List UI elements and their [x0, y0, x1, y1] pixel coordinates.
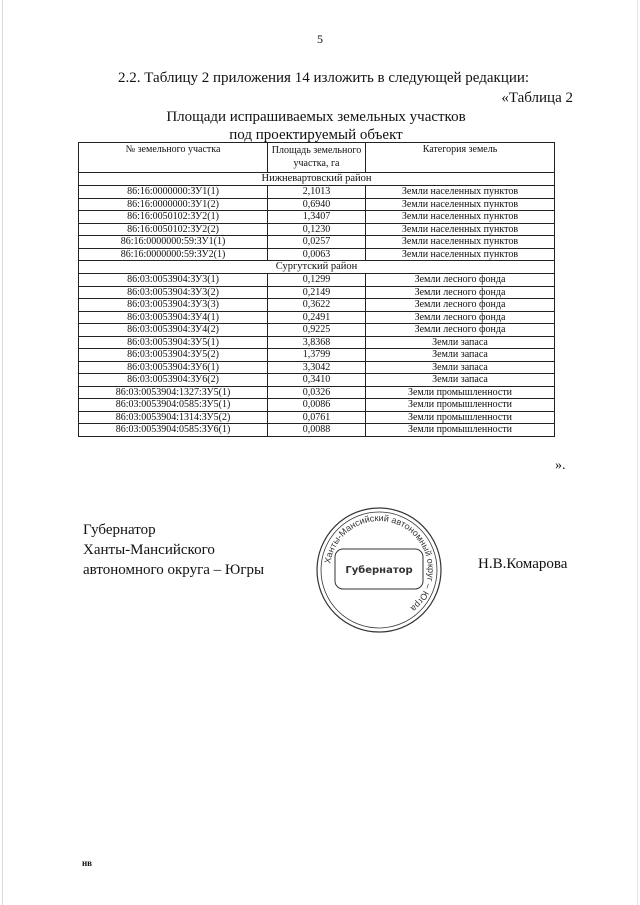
cell-area: 2,1013 — [268, 186, 366, 199]
cell-category: Земли лесного фонда — [366, 311, 555, 324]
cell-area: 0,2149 — [268, 286, 366, 299]
amendment-instruction: 2.2. Таблицу 2 приложения 14 изложить в следующей редакции: — [118, 70, 530, 86]
cell-area: 0,9225 — [268, 324, 366, 337]
cell-area: 0,0063 — [268, 248, 366, 261]
cell-area: 0,6940 — [268, 198, 366, 211]
table-row — [79, 424, 555, 437]
table-group-row — [79, 173, 555, 186]
cell-plot: 86:03:0053904:ЗУ6(2) — [79, 374, 268, 387]
cell-plot: 86:03:0053904:1314:ЗУ5(2) — [79, 411, 268, 424]
cell-plot: 86:03:0053904:ЗУ3(2) — [79, 286, 268, 299]
cell-plot: 86:03:0053904:ЗУ3(1) — [79, 274, 268, 287]
cell-plot: 86:03:0053904:1327:ЗУ5(1) — [79, 386, 268, 399]
cell-area: 0,1230 — [268, 223, 366, 236]
table-row — [79, 248, 555, 261]
cell-category: Земли запаса — [366, 361, 555, 374]
cell-category: Земли лесного фонда — [366, 286, 555, 299]
table-row — [79, 386, 555, 399]
seal-ring-textpath: Ханты-Мансийский автономный округ – Югра — [322, 512, 437, 614]
cell-category: Земли промышленности — [366, 399, 555, 412]
cell-category: Земли промышленности — [366, 411, 555, 424]
footer-initials: нв — [82, 858, 93, 868]
cell-area: 0,2491 — [268, 311, 366, 324]
table-row — [79, 286, 555, 299]
scan-edge-right — [637, 0, 638, 905]
cell-category: Земли лесного фонда — [366, 299, 555, 312]
table-body — [79, 173, 555, 437]
cell-area: 0,0257 — [268, 236, 366, 249]
closing-quote: ». — [555, 458, 566, 473]
cell-plot: 86:03:0053904:ЗУ3(3) — [79, 299, 268, 312]
table-group-row — [79, 261, 555, 274]
cell-area: 0,1299 — [268, 274, 366, 287]
cell-category: Земли запаса — [366, 374, 555, 387]
cell-plot: 86:03:0053904:ЗУ4(2) — [79, 324, 268, 337]
cell-category: Земли населенных пунктов — [366, 211, 555, 224]
page-number: 5 — [317, 32, 323, 46]
cell-category: Земли населенных пунктов — [366, 248, 555, 261]
header-area: Площадь земельного участка, га — [268, 143, 366, 173]
table-row — [79, 324, 555, 337]
signer-title-line2: Ханты-Мансийского — [83, 542, 215, 558]
cell-plot: 86:03:0053904:0585:ЗУ5(1) — [79, 399, 268, 412]
cell-plot: 86:16:0000000:ЗУ1(2) — [79, 198, 268, 211]
land-plots-table — [78, 142, 555, 437]
table-title — [78, 108, 554, 144]
table-title-line1: Площади испрашиваемых земельных участков — [166, 109, 466, 125]
table-row — [79, 399, 555, 412]
table-row — [79, 311, 555, 324]
signer-title-line3: автономного округа – Югры — [83, 562, 265, 578]
cell-area: 0,3410 — [268, 374, 366, 387]
signer-name: Н.В.Комарова — [478, 556, 568, 572]
cell-area: 0,3622 — [268, 299, 366, 312]
table-row — [79, 374, 555, 387]
header-plot: № земельного участка — [79, 143, 268, 173]
cell-category: Земли промышленности — [366, 386, 555, 399]
table-row — [79, 198, 555, 211]
official-seal — [314, 505, 444, 635]
cell-area: 1,3799 — [268, 349, 366, 362]
scan-edge-left — [2, 0, 3, 905]
signer-block — [83, 520, 264, 580]
table-row — [79, 336, 555, 349]
table-row — [79, 186, 555, 199]
cell-category: Земли запаса — [366, 349, 555, 362]
group-name: Нижневартовский район — [79, 173, 555, 186]
cell-category: Земли населенных пунктов — [366, 186, 555, 199]
cell-plot: 86:03:0053904:ЗУ5(1) — [79, 336, 268, 349]
cell-category: Земли запаса — [366, 336, 555, 349]
cell-plot: 86:16:0000000:59:ЗУ1(1) — [79, 236, 268, 249]
cell-plot: 86:16:0000000:59:ЗУ2(1) — [79, 248, 268, 261]
cell-area: 3,8368 — [268, 336, 366, 349]
table-label: «Таблица 2 — [501, 90, 573, 106]
cell-category: Земли населенных пунктов — [366, 223, 555, 236]
cell-category: Земли населенных пунктов — [366, 198, 555, 211]
header-category: Категория земель — [366, 143, 555, 173]
cell-plot: 86:16:0050102:ЗУ2(2) — [79, 223, 268, 236]
table-row — [79, 349, 555, 362]
cell-plot: 86:16:0000000:ЗУ1(1) — [79, 186, 268, 199]
cell-category: Земли промышленности — [366, 424, 555, 437]
cell-category: Земли лесного фонда — [366, 274, 555, 287]
table-header-row — [79, 143, 555, 173]
cell-plot: 86:03:0053904:ЗУ5(2) — [79, 349, 268, 362]
cell-area: 0,0088 — [268, 424, 366, 437]
cell-plot: 86:03:0053904:0585:ЗУ6(1) — [79, 424, 268, 437]
table-row — [79, 299, 555, 312]
cell-category: Земли населенных пунктов — [366, 236, 555, 249]
cell-category: Земли лесного фонда — [366, 324, 555, 337]
cell-area: 0,0086 — [268, 399, 366, 412]
table-row — [79, 236, 555, 249]
table-row — [79, 361, 555, 374]
table-row — [79, 411, 555, 424]
cell-area: 0,0326 — [268, 386, 366, 399]
cell-area: 3,3042 — [268, 361, 366, 374]
seal-center-text: Губернатор — [345, 565, 413, 576]
table-row — [79, 274, 555, 287]
cell-plot: 86:16:0050102:ЗУ2(1) — [79, 211, 268, 224]
cell-plot: 86:03:0053904:ЗУ4(1) — [79, 311, 268, 324]
cell-area: 1,3407 — [268, 211, 366, 224]
table-row — [79, 211, 555, 224]
signer-title-line1: Губернатор — [83, 522, 156, 538]
table-row — [79, 223, 555, 236]
cell-plot: 86:03:0053904:ЗУ6(1) — [79, 361, 268, 374]
table-title-line2: под проектируемый объект — [229, 127, 403, 143]
group-name: Сургутский район — [79, 261, 555, 274]
cell-area: 0,0761 — [268, 411, 366, 424]
